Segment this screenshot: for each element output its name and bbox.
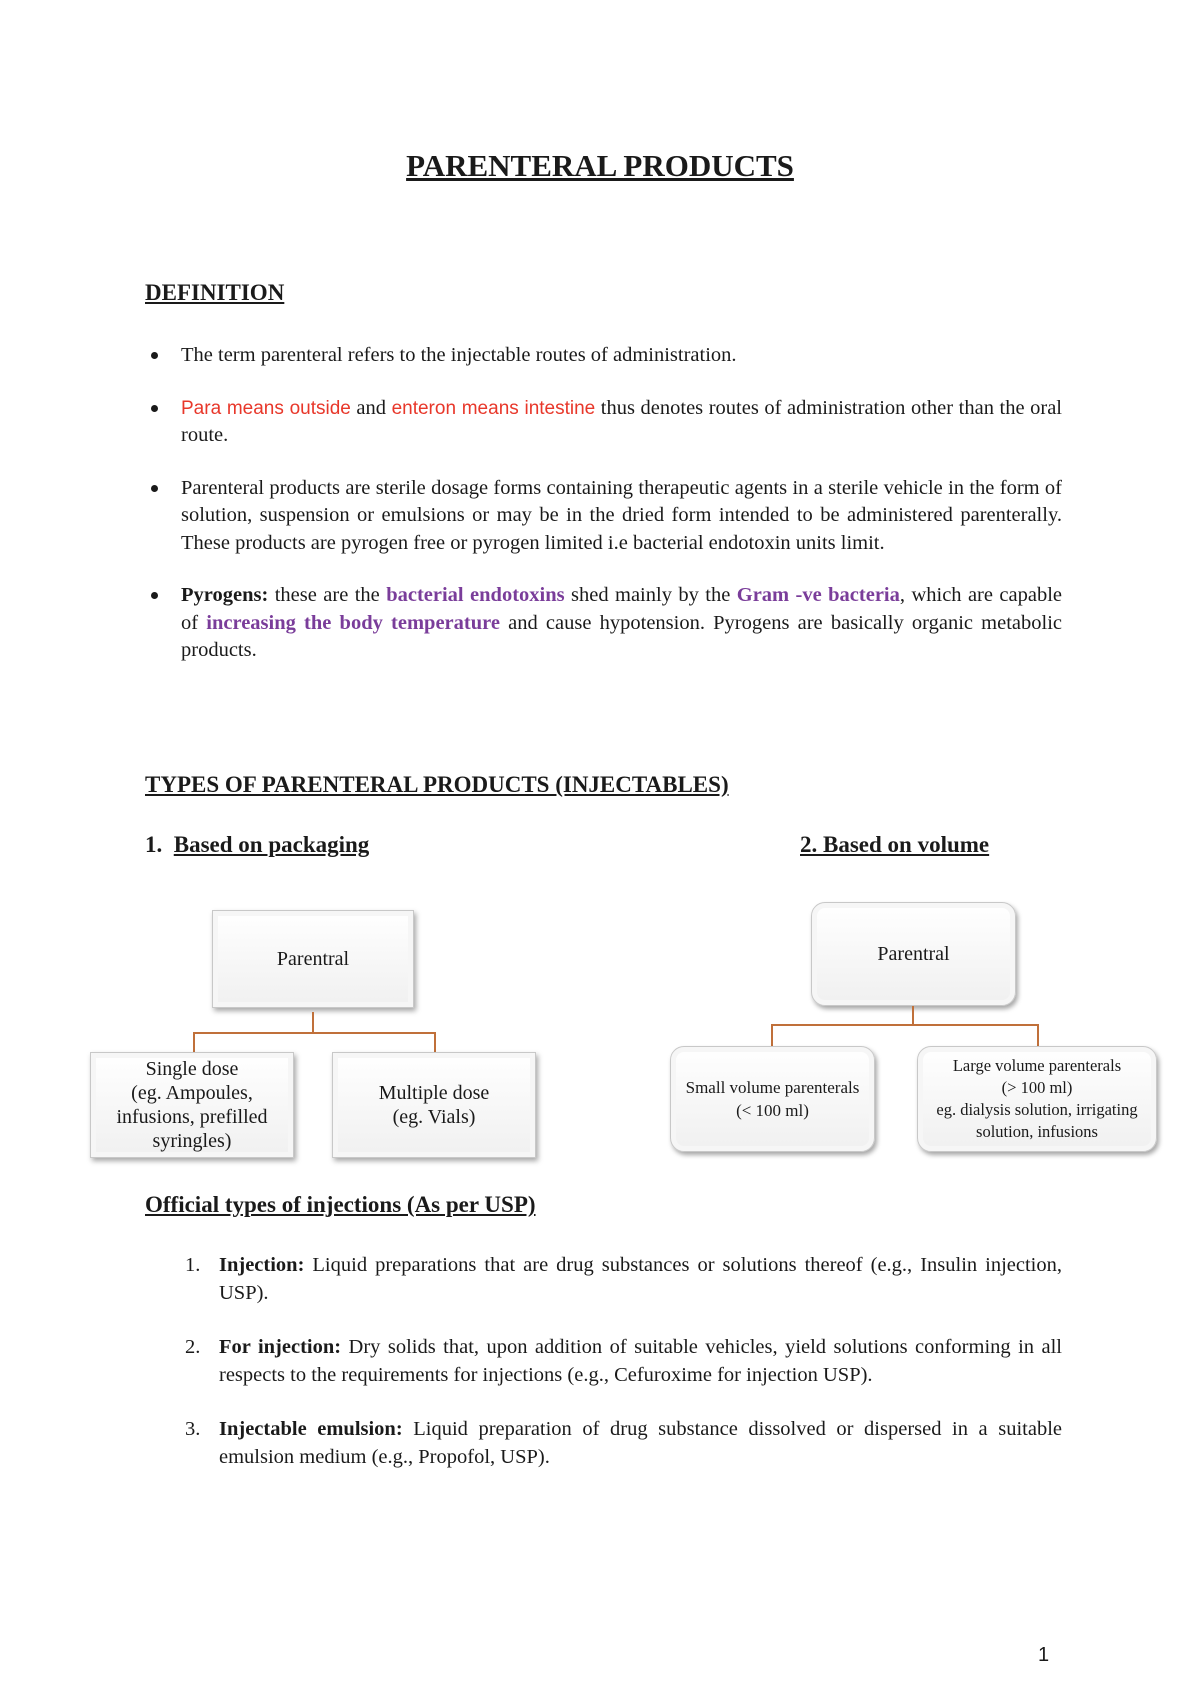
definition-bullet xyxy=(145,475,1062,558)
box-label: eg. dialysis solution, irrigating xyxy=(936,1100,1138,1119)
connector-line xyxy=(1037,1024,1039,1046)
large-volume-box xyxy=(917,1046,1157,1152)
box-label: Small volume parenterals xyxy=(685,1078,860,1097)
bullet-text: shed mainly by the xyxy=(564,584,737,606)
box-label: Large volume parenterals xyxy=(952,1056,1122,1075)
item-label: Injection: xyxy=(219,1254,305,1276)
box-label: solution, infusions xyxy=(976,1122,1098,1141)
official-list xyxy=(145,1252,1062,1498)
connector-line xyxy=(434,1032,436,1052)
bullet-text: and xyxy=(350,396,392,419)
volume-root-box xyxy=(811,902,1016,1006)
connector-line xyxy=(312,1012,314,1034)
subheading-number: 1. xyxy=(145,832,163,857)
connector-line xyxy=(912,1006,914,1026)
single-dose-box xyxy=(90,1052,294,1158)
bullet-text: thus denotes routes of administration other than the oral route. xyxy=(181,396,1062,446)
list-item xyxy=(145,1252,1062,1307)
official-heading: Official types of injections (As per USP) xyxy=(145,1192,536,1217)
page-title: PARENTERAL PRODUCTS xyxy=(406,148,794,183)
box-label: (eg. Ampoules, xyxy=(131,1082,253,1104)
highlight-text: enteron means intestine xyxy=(391,397,596,419)
types-heading: TYPES OF PARENTERAL PRODUCTS (INJECTABLES) xyxy=(145,772,729,797)
subheading-label: Based on packaging xyxy=(173,832,370,857)
bullet-text: and cause hypotension. Pyrogens are basically organic metabolic products. xyxy=(181,611,1062,661)
connector-line xyxy=(771,1024,1039,1026)
item-label: For injection: xyxy=(219,1336,342,1358)
bullet-text: , which are capable of xyxy=(181,584,1062,634)
bullet-icon xyxy=(151,485,158,492)
highlight-text: Para means outside xyxy=(181,397,351,419)
definition-bullet xyxy=(145,395,1062,450)
bullet-label: Pyrogens: xyxy=(181,584,269,606)
highlight-text: bacterial endotoxins xyxy=(386,584,565,606)
subheading-label: 2. Based on volume xyxy=(800,832,990,857)
connector-line xyxy=(193,1032,195,1052)
connector-line xyxy=(771,1024,773,1046)
item-number: 2. xyxy=(185,1336,201,1358)
box-label: Multiple dose xyxy=(378,1082,490,1104)
definition-heading: DEFINITION xyxy=(145,280,285,305)
list-item xyxy=(145,1334,1062,1389)
highlight-text: Gram -ve bacteria xyxy=(736,584,900,606)
bullet-text: these are the xyxy=(268,584,387,606)
page-number: 1 xyxy=(1038,1644,1050,1666)
bullet-text: Parenteral products are sterile dosage forms containing therapeutic agents in a sterile vehicle in the form of solution, suspension or emulsions or may be in the dried form intended to be administered parenterally. These products are pyrogen free or pyrogen limited i.e bacterial endotoxin units limit. xyxy=(181,476,1062,554)
bullet-icon xyxy=(151,592,158,599)
bullet-text: The term parenteral refers to the injectable routes of administration. xyxy=(181,344,737,366)
box-label: Single dose xyxy=(145,1058,239,1080)
definition-bullet xyxy=(145,582,1062,665)
bullet-icon xyxy=(151,405,158,412)
item-label: Injectable emulsion: xyxy=(219,1418,403,1440)
item-text: Liquid preparations that are drug substances or solutions thereof (e.g., Insulin injection, USP). xyxy=(219,1254,1062,1304)
item-number: 1. xyxy=(185,1254,201,1276)
item-text: Liquid preparation of drug substance dissolved or dispersed in a suitable emulsion medium (e.g., Propofol, USP). xyxy=(219,1418,1062,1468)
list-item xyxy=(145,1416,1062,1471)
box-label: Parentral xyxy=(877,943,950,965)
definition-bullet xyxy=(145,342,1062,370)
box-label: infusions, prefilled xyxy=(116,1106,268,1128)
box-label: Parentral xyxy=(276,948,350,970)
highlight-text: increasing the body temperature xyxy=(206,611,500,634)
box-label: (> 100 ml) xyxy=(1001,1078,1073,1097)
definition-list xyxy=(145,342,1062,690)
packaging-subheading xyxy=(145,832,369,858)
box-label: (< 100 ml) xyxy=(736,1101,809,1120)
item-text: Dry solids that, upon addition of suitable vehicles, yield solutions conforming in all respects to the requirements for injections (e.g., Cefuroxime for injection USP). xyxy=(219,1336,1062,1386)
bullet-icon xyxy=(151,352,158,359)
box-label: (eg. Vials) xyxy=(392,1106,476,1128)
packaging-root-box xyxy=(212,910,414,1008)
small-volume-box xyxy=(670,1046,875,1152)
volume-subheading xyxy=(800,832,989,858)
multiple-dose-box xyxy=(332,1052,536,1158)
box-label: syringles) xyxy=(152,1130,232,1152)
item-number: 3. xyxy=(185,1418,201,1440)
connector-line xyxy=(193,1032,436,1034)
